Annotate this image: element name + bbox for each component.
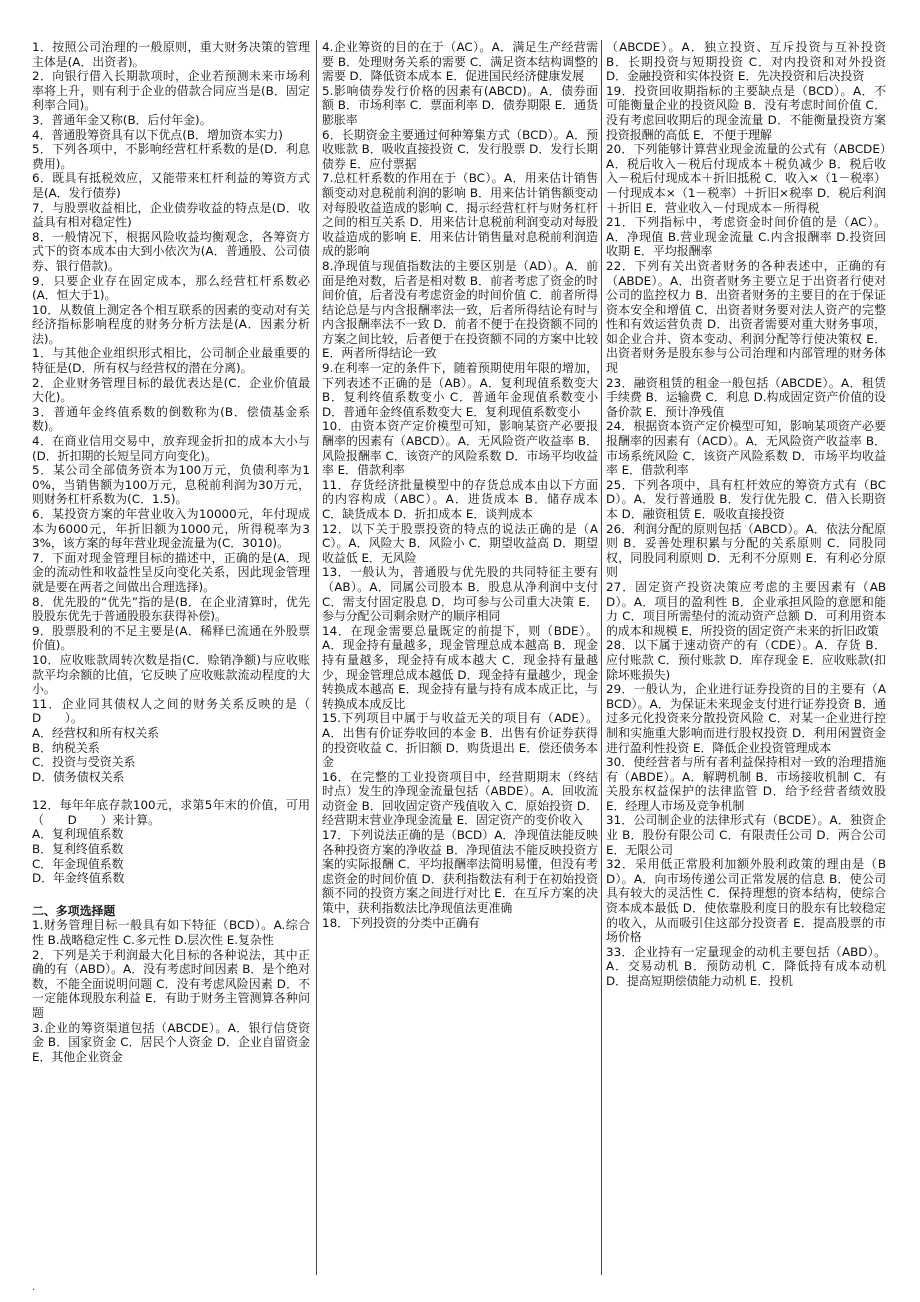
question-paragraph: 4．在商业信用交易中，放弃现金折扣的成本大小与(D．折扣期的长短呈同方向变化)。 bbox=[32, 434, 310, 463]
question-paragraph: 3．普通年金又称(B．后付年金)。 bbox=[32, 112, 212, 127]
question-paragraph: 6．某投资方案的年营业收入为10000元，年付现成本为6000元，年折旧额为1000元，所得税率为33%，该方案的每年营业现金流量为(C．3010)。 bbox=[32, 507, 310, 551]
question-paragraph: 11．存货经济批量模型中的存货总成本由以下方面的内容构成（ABC）。A．进货成本 B．储存成本 C．缺货成本 D．折扣成本 E．谈判成本 bbox=[322, 477, 598, 521]
question-paragraph: B．纳税关系 bbox=[32, 740, 100, 755]
question-paragraph: 18．下列投资的分类中正确有 bbox=[322, 915, 480, 930]
question-paragraph: 12．每年年底存款100元，求第5年末的价值，可用（ D ）来计算。 bbox=[32, 798, 310, 827]
question-paragraph: 4．普通股筹资具有以下优点(B．增加资本实力) bbox=[32, 127, 283, 142]
question-paragraph: 2．向银行借入长期款项时，企业若预测未来市场利率将上升，则有利于企业的借款合同应当是(B．固定利率合同)。 bbox=[32, 69, 310, 113]
question-paragraph: 16．在完整的工业投资项目中，经营期期末（终结时点）发生的净现金流量包括（ABDE）。A．回收流动资金 B．回收固定资产残值收入 C．原始投资 D．经营期末营业净现金流量 E．固定资产的变价收入 bbox=[322, 769, 598, 828]
question-paragraph: 15.下列项目中属于与收益无关的项目有（ADE）。A．出售有价证券收回的本金 B．出售有价证券获得的投资收益 C．折旧额 D．购货退出 E．偿还债务本金 bbox=[322, 711, 598, 770]
footer-mark: . bbox=[32, 1282, 36, 1293]
question-paragraph: 17．下列说法正确的是（BCD）A．净现值法能反映各种投资方案的净收益 B．净现值法不能反映投资方案的实际报酬 C．平均报酬率法简明易懂，但没有考虑资金的时间价值 D．获利指数法有利于在初始投资额不同的投资方案之间进行对比 E．在互斥方案的决策中，获利指数法比净现值法更准确 bbox=[322, 828, 598, 916]
question-paragraph: A．复利现值系数 bbox=[32, 827, 124, 842]
question-paragraph: 6．长期资金主要通过何种筹集方式（BCD）。A．预收账款 B．吸收直接投资 C．发行股票 D．发行长期债券 E．应付票据 bbox=[322, 127, 598, 171]
question-paragraph: 11．企业同其债权人之间的财务关系反映的是（ D ）。 bbox=[32, 696, 310, 726]
question-paragraph: 25．下列各项中，具有杠杆效应的筹资方式有（BCD）。A．发行普通股 B．发行优先股 C．借入长期资本 D．融资租赁 E．吸收直接投资 bbox=[606, 477, 886, 521]
question-paragraph: 3．普通年金终值系数的倒数称为(B．偿债基金系数)。 bbox=[32, 404, 310, 434]
question-paragraph: 5．某公司全部债务资本为100万元，负债利率为10%，当销售额为100万元，息税前利润为30万元，则财务杠杆系数为(C．1.5)。 bbox=[32, 463, 310, 507]
question-paragraph: C．年金现值系数 bbox=[32, 856, 124, 871]
question-paragraph: 21．下列指标中，考虑资金时间价值的是（AC）。A．净现值 B.营业现金流量 C.内含报酬率 D.投资回收期 E．平均报酬率 bbox=[606, 215, 886, 259]
question-paragraph: 9.在利率一定的条件下，随着预期使用年限的增加，下列表述不正确的是（AB）。A．复利现值系数变大 B．复利终值系数变小 C．普通年金现值系数变小 D．普通年金终值系数变大 E．复利现值系数变小 bbox=[322, 361, 598, 419]
question-paragraph: 26．利润分配的原则包括（ABCD）。A．依法分配原则 B．妥善处理积累与分配的关系原则 C．同股同权，同股同利原则 D．无利不分原则 E．有利必分原则 bbox=[606, 521, 886, 580]
question-paragraph: 28．以下属于速动资产的有（CDE）。A．存货 B．应付账款 C．预付账款 D．库存现金 E．应收账款(扣除坏账损失) bbox=[606, 638, 886, 682]
question-paragraph: D．债务债权关系 bbox=[32, 769, 125, 784]
question-paragraph: 3.企业的筹资渠道包括（ABCDE）。A．银行信贷资金 B．国家资金 C．居民个人资金 D．企业自留资金 E．其他企业资金 bbox=[32, 1020, 310, 1064]
question-paragraph: 10．由资本资产定价模型可知，影响某资产必要报酬率的因素有（ABCD）。A．无风险资产收益率 B．风险报酬率 C．该资产的风险系数 D．市场平均收益率 E．借款利率 bbox=[322, 419, 598, 478]
question-paragraph: B．复利终值系数 bbox=[32, 842, 124, 857]
text-column-middle bbox=[322, 40, 598, 1275]
question-paragraph: 23．融资租赁的租金一般包括（ABCDE）。A．租赁手续费 B．运输费 C．利息 D.构成固定资产价值的设备价款 E．预计净残值 bbox=[606, 375, 886, 419]
question-paragraph: 4.企业筹资的目的在于（AC）。A．满足生产经营需要 B．处理财务关系的需要 C．满足资本结构调整的需要 D．降低资本成本 E．促进国民经济健康发展 bbox=[322, 40, 598, 84]
question-paragraph: 27．固定资产投资决策应考虑的主要因素有（ABD）。A．项目的盈利性 B．企业承担风险的意愿和能力 C．项目所需垫付的流动资产总额 D．可利用资本的成本和规模 E．所投资的固定资产未来的折旧政策 bbox=[606, 579, 886, 638]
question-paragraph: 9．股票股利的不足主要是(A．稀释已流通在外股票价值)。 bbox=[32, 623, 310, 653]
question-paragraph: 32．采用低正常股利加额外股利政策的理由是（BD）。A．向市场传递公司正常发展的信息 B．使公司具有较大的灵活性 C．保持理想的资本结构，使综合资本成本最低 D．使依靠股利度日的股东有比较稳定的收入，从而吸引住这部分投资者 E．提高股票的市场价格 bbox=[606, 857, 886, 945]
column-divider-2 bbox=[601, 40, 602, 1275]
question-paragraph: 2．下列是关于利润最大化目标的各种说法，其中正确的有（ABD）。A．没有考虑时间因素 B．是个绝对数，不能全面说明问题 C．没有考虑风险因素 D．不一定能体现股东利益 E．有助于财务主管测算各种问题 bbox=[32, 947, 310, 1020]
question-paragraph: 33．企业持有一定量现金的动机主要包括（ABD）。A．交易动机 B．预防动机 C．降低持有成本动机 D．提高短期偿债能力动机 E．投机 bbox=[606, 944, 886, 988]
question-paragraph: 29．一般认为，企业进行证券投资的目的主要有（ABCD）。A．为保证未来现金支付进行证券投资 B．通过多元化投资来分散投资风险 C．对某一企业进行控制和实施重大影响而进行股权投资 D．利用闲置资金进行盈利性投资 E．降低企业投资管理成本 bbox=[606, 682, 886, 755]
question-paragraph: 10．从数值上测定各个相互联系的因素的变动对有关经济指标影响程度的财务分析方法是(A．因素分析法)。 bbox=[32, 302, 310, 346]
question-paragraph: 1．与其他企业组织形式相比，公司制企业最重要的特征是(D．所有权与经营权的潜在分离)。 bbox=[32, 346, 310, 376]
question-paragraph: 24．根据资本资产定价模型可知，影响某项资产必要报酬率的因素有（ACD）。A．无风险资产收益率 B．市场系统风险 C．该资产风险系数 D．市场平均收益率 E．借款利率 bbox=[606, 419, 886, 478]
section-heading: 二、多项选择题 bbox=[32, 903, 116, 918]
question-paragraph: 22．下列有关出资者财务的各种表述中，正确的有（ABDE）。A．出资者财务主要立足于出资者行使对公司的监控权力 B．出资者财务的主要目的在于保证资本安全和增值 C．出资者财务要对法人资产的完整性和有效运营负责 D．出资者需要对重大财务事项，如企业合并、资本变动、利润分配等行使决策权 E．出资者财务是股东参与公司治理和内部管理的财务体现 bbox=[606, 258, 886, 376]
question-paragraph: 30．使经营者与所有者利益保持相对一致的治理措施有（ABDE）。A．解聘机制 B．市场接收机制 C．有关股东权益保护的法律监管 D．给予经营者绩效股 E．经理人市场及竞争机制 bbox=[606, 755, 886, 813]
question-paragraph: 9．只要企业存在固定成本，那么经营杠杆系数必(A．恒大于1)。 bbox=[32, 273, 310, 303]
text-column-left bbox=[32, 40, 310, 1275]
question-paragraph: 19．投资回收期指标的主要缺点是（BCD）。A．不可能衡量企业的投资风险 B．没有考虑时间价值 C．没有考虑回收期后的现金流量 D．不能衡量投资方案投资报酬的高低 E．不便于理解 bbox=[606, 83, 886, 142]
question-paragraph: 31．公司制企业的法律形式有（BCDE）。A．独资企业 B．股份有限公司 C．有限责任公司 D．两合公司 E．无限公司 bbox=[606, 813, 886, 857]
question-paragraph: 7．与股票收益相比，企业债券收益的特点是(D．收益具有相对稳定性) bbox=[32, 200, 310, 230]
question-paragraph: D．年金终值系数 bbox=[32, 871, 125, 886]
question-paragraph: 8.净现值与现值指数法的主要区别是（AD）。A．前面是绝对数，后者是相对数 B．前者考虑了资金的时间价值，后者没有考虑资金的时间价值 C．前者所得结论总是与内含报酬率法一致，后者所得结论有时与内含报酬率法不一致 D．前者不便于在投资额不同的方案之间比较，后者便于在投资额不同的方案中比较 E．两者所得结论一致 bbox=[322, 258, 598, 361]
question-paragraph: 1．按照公司治理的一般原则，重大财务决策的管理主体是(A．出资者)。 bbox=[32, 40, 310, 69]
question-paragraph: 12．以下关于股票投资的特点的说法正确的是（AC）。A．风险大 B．风险小 C．期望收益高 D．期望收益低 E．无风险 bbox=[322, 521, 598, 565]
question-paragraph: 7．下面对现金管理目标的描述中，正确的是(A．现金的流动性和收益性呈反向变化关系，因此现金管理就是要在两者之间做出合理选择)。 bbox=[32, 550, 310, 594]
text-column-right bbox=[606, 40, 886, 1275]
question-paragraph: 2．企业财务管理目标的最优表达是(C．企业价值最大化)。 bbox=[32, 375, 310, 405]
question-paragraph: 5．下列各项中，不影响经营杠杆系数的是(D．利息费用)。 bbox=[32, 142, 310, 171]
spacer bbox=[32, 784, 310, 798]
question-paragraph: C．投资与受资关系 bbox=[32, 755, 136, 770]
question-paragraph: 10．应收账款周转次数是指(C．赊销净额)与应收账款平均余额的比值，它反映了应收账款流动程度的大小。 bbox=[32, 652, 310, 697]
question-paragraph: A．经营权和所有权关系 bbox=[32, 725, 160, 740]
spacer bbox=[32, 886, 310, 900]
question-paragraph: 8．优先股的“优先”指的是(B．在企业清算时，优先股股东优先于普通股股东获得补偿)。 bbox=[32, 594, 310, 624]
question-paragraph: 5.影响债券发行价格的因素有(ABCD)。A．债券面额 B．市场利率 C．票面利率 D．债券期限 E．通货膨胀率 bbox=[322, 83, 598, 127]
question-paragraph: 20．下列能够计算营业现金流量的公式有（ABCDE）A．税后收入－税后付现成本＋税负减少 B．税后收入－税后付现成本＋折旧抵税 C．收入×（1－税率）－付现成本×（1－税率）＋折旧×税率 D．税后利润＋折旧 E．营业收入－付现成本－所得税 bbox=[606, 142, 886, 215]
question-paragraph: 8．一般情况下，根据风险收益均衡观念，各筹资方式下的资本成本由大到小依次为(A．普通股、公司债券、银行借款)。 bbox=[32, 229, 310, 273]
question-paragraph: 6．既具有抵税效应，又能带来杠杆利益的筹资方式是(A．发行债券) bbox=[32, 171, 310, 200]
column-divider-1 bbox=[316, 40, 317, 1275]
question-paragraph: 7.总杠杆系数的作用在于（BC）。A．用来估计销售额变动对息税前利润的影响 B．用来估计销售额变动对每股收益造成的影响 C．揭示经营杠杆与财务杠杆之间的相互关系 D．用来估计息税前利润变动对每股收益造成的影响 E．用来估计销售量对息税前利润造成的影响 bbox=[322, 171, 598, 259]
question-paragraph: 1.财务管理目标一般具有如下特征（BCD）。A.综合性 B.战略稳定性 C.多元性 D.层次性 E.复杂性 bbox=[32, 918, 310, 948]
question-paragraph: 13．一般认为，普通股与优先股的共同特征主要有（AB）。A．同属公司股本 B．股息从净利润中支付 C．需支付固定股息 D．均可参与公司重大决策 E．参与分配公司剩余财产的顺序相同 bbox=[322, 565, 598, 624]
question-paragraph: （ABCDE）。A．独立投资、互斥投资与互补投资 B．长期投资与短期投资 C．对内投资和对外投资 D．金融投资和实体投资 E．先决投资和后决投资 bbox=[606, 40, 886, 84]
question-paragraph: 14．在现金需要总量既定的前提下，则（BDE）。A．现金持有量越多，现金管理总成本越高 B．现金持有量越多，现金持有成本越大 C．现金持有量越少，现金管理总成本越低 D．现金持有量越少，现金转换成本越高 E．现金持有量与持有成本成正比，与转换成本成反比 bbox=[322, 623, 598, 711]
